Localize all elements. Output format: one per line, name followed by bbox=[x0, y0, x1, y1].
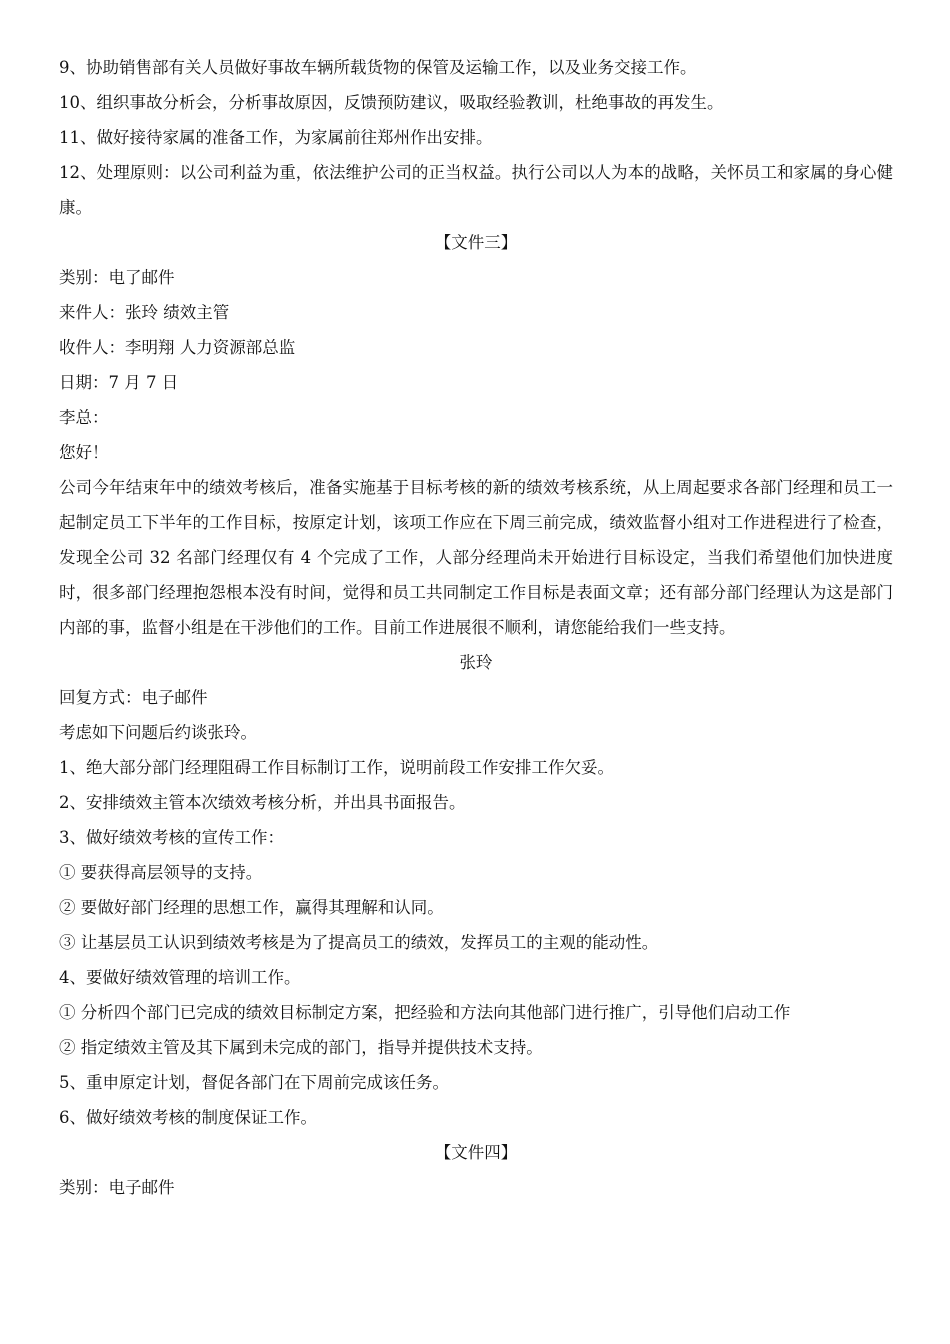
section-heading-file3: 【文件三】 bbox=[434, 233, 518, 252]
email-sender: 来件人：张玲 绩效主管 bbox=[59, 303, 230, 322]
list-item: 11、做好接待家属的准备工作，为家属前往郑州作出安排。 bbox=[59, 128, 493, 147]
list-item: ② 指定绩效主管及其下属到未完成的部门，指导并提供技术支持。 bbox=[59, 1038, 543, 1057]
email-date: 日期：7 月 7 日 bbox=[59, 373, 179, 392]
list-item: 10、组织事故分析会，分析事故原因，反馈预防建议，吸取经验教训，杜绝事故的再发生。 bbox=[59, 93, 724, 112]
reply-intro: 考虑如下问题后约谈张玲。 bbox=[59, 723, 257, 742]
section-heading-file4: 【文件四】 bbox=[434, 1143, 518, 1162]
list-item: 5、重申原定计划，督促各部门在下周前完成该任务。 bbox=[59, 1073, 449, 1092]
email-category: 类别：电子邮件 bbox=[59, 1178, 175, 1197]
list-item: 2、安排绩效主管本次绩效考核分析，并出具书面报告。 bbox=[59, 793, 466, 812]
list-item: 6、做好绩效考核的制度保证工作。 bbox=[59, 1108, 317, 1127]
email-salutation: 李总： bbox=[59, 408, 109, 427]
list-item: 12、处理原则：以公司利益为重，依法维护公司的正当权益。执行公司以人为本的战略，关怀员工和家属的身心健康。 bbox=[59, 163, 893, 217]
list-item: ② 要做好部门经理的思想工作，赢得其理解和认同。 bbox=[59, 898, 444, 917]
email-category: 类别：电了邮件 bbox=[59, 268, 175, 287]
list-item: 4、要做好绩效管理的培训工作。 bbox=[59, 968, 301, 987]
list-item: 1、绝大部分部门经理阻碍工作目标制订工作，说明前段工作安排工作欠妥。 bbox=[59, 758, 614, 777]
document-page bbox=[59, 50, 893, 1205]
list-item: ① 分析四个部门已完成的绩效目标制定方案，把经验和方法向其他部门进行推广，引导他们启动工作 bbox=[59, 1003, 791, 1022]
email-greeting: 您好！ bbox=[59, 443, 109, 462]
email-signature: 张玲 bbox=[459, 653, 493, 672]
list-item: ③ 让基层员工认识到绩效考核是为了提高员工的绩效，发挥员工的主观的能动性。 bbox=[59, 933, 659, 952]
list-item: 3、做好绩效考核的宣传工作： bbox=[59, 828, 284, 847]
reply-method: 回复方式：电子邮件 bbox=[59, 688, 208, 707]
list-item: ① 要获得高层领导的支持。 bbox=[59, 863, 263, 882]
email-receiver: 收件人：李明翔 人力资源部总监 bbox=[59, 338, 296, 357]
email-body: 公司今年结束年中的绩效考核后，准备实施基于目标考核的新的绩效考核系统，从上周起要求各部门经理和员工一起制定员工下半年的工作目标，按原定计划，该项工作应在下周三前完成，绩效监督小组对工作进程进行了检查，发现全公司 32 名部门经理仅有 4 个完成了工作，人部分经理尚未开始进行目标设定，当我们希望他们加快进度时，很多部门经理抱怨根本没有时间，觉得和员工共同制定工作目标是表面文章；还有部分部门经理认为这是部门内部的事，监督小组是在干涉他们的工作。目前工作进展很不顺利，请您能给我们一些支持。 bbox=[59, 478, 893, 637]
list-item: 9、协助销售部有关人员做好事故车辆所载货物的保管及运输工作，以及业务交接工作。 bbox=[59, 58, 697, 77]
